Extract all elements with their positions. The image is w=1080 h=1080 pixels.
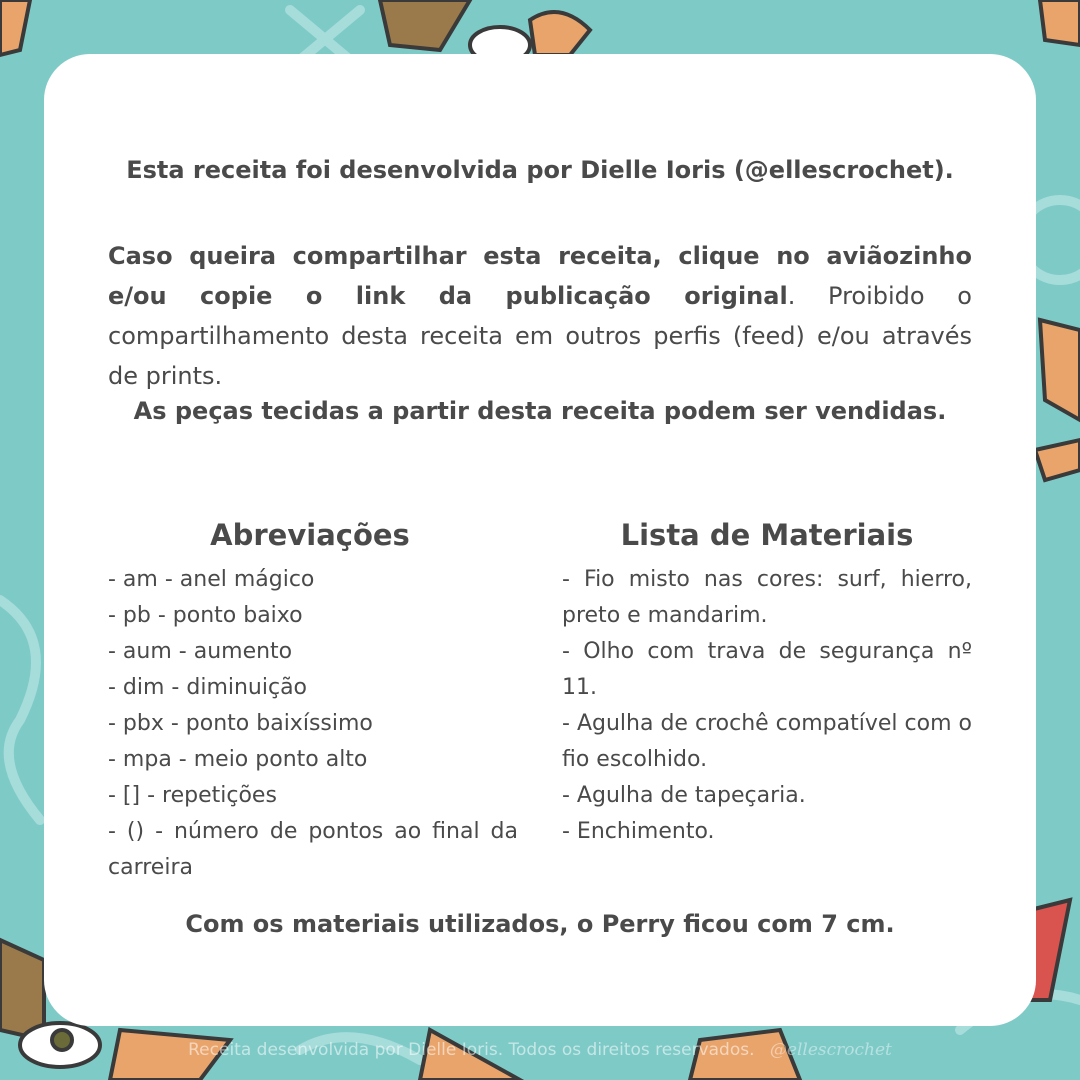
abbreviations-heading: Abreviações [210, 518, 410, 552]
list-item: - mpa - meio ponto alto [108, 747, 368, 772]
footer-credit [0, 1040, 1080, 1060]
list-item: - Olho com trava de segurança nº 11. [562, 639, 972, 700]
size-note: Com os materiais utilizados, o Perry ficou com 7 cm. [185, 910, 895, 938]
list-item: - Enchimento. [562, 819, 715, 844]
footer-text: Receita desenvolvida por Dielle Ioris. Todos os direitos reservados. [188, 1040, 755, 1060]
list-item: - () - número de pontos ao final da carreira [108, 819, 518, 880]
list-item: - dim - diminuição [108, 675, 308, 700]
abbreviations-list [108, 562, 518, 886]
share-rest-text: . Proibido o compartilhamento desta receita em outros perfis (feed) e/ou através de prints. [108, 282, 972, 390]
fedora-outline-icon [290, 10, 360, 60]
list-item: - Fio misto nas cores: surf, hierro, preto e mandarim. [562, 567, 972, 628]
list-item: - Agulha de tapeçaria. [562, 783, 806, 808]
share-paragraph [108, 236, 972, 396]
sell-notice: As peças tecidas a partir desta receita podem ser vendidas. [133, 397, 947, 425]
share-bold-text: Caso queira compartilhar esta receita, clique no aviãozinho e/ou copie o link da publicação original [108, 242, 972, 310]
signature: @ellescrochet [769, 1040, 892, 1060]
list-item: - am - anel mágico [108, 567, 315, 592]
list-item: - pb - ponto baixo [108, 603, 303, 628]
perry-parts-right [1030, 320, 1080, 1000]
list-item: - Agulha de crochê compatível com o fio escolhido. [562, 711, 972, 772]
list-item: - aum - aumento [108, 639, 293, 664]
list-item: - [] - repetições [108, 783, 277, 808]
list-item: - pbx - ponto baixíssimo [108, 711, 373, 736]
materials-list [562, 562, 972, 850]
materials-heading: Lista de Materiais [620, 518, 914, 552]
intro-text: Esta receita foi desenvolvida por Dielle Ioris (@ellescrochet). [126, 156, 954, 184]
